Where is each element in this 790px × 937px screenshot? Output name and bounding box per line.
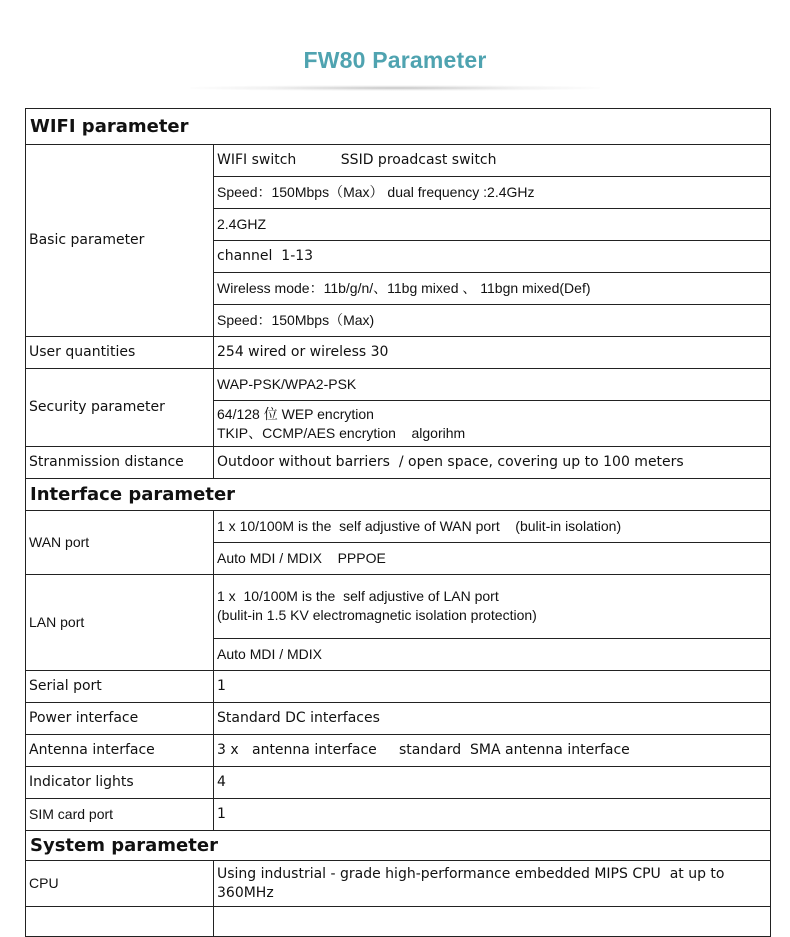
- basic-value-speed-frequency: Speed：150Mbps（Max） dual frequency :2.4GHz: [214, 177, 771, 209]
- user-quantities-value: 254 wired or wireless 30: [214, 337, 771, 369]
- cpu-value: [214, 861, 771, 907]
- row-value-empty: [214, 907, 771, 937]
- table-row: [26, 145, 771, 177]
- row-label-sim-card-port: SIM card port: [26, 799, 214, 831]
- row-label-antenna-interface: Antenna interface: [26, 735, 214, 767]
- row-label-lan-port: LAN port: [26, 575, 214, 671]
- security-value-wpa: WAP-PSK/WPA2-PSK: [214, 369, 771, 401]
- row-label-user-quantities: User quantities: [26, 337, 214, 369]
- table-row: [26, 671, 771, 703]
- wan-value-adjustive: 1 x 10/100M is the self adjustive of WAN port (bulit-in isolation): [214, 511, 771, 543]
- page-title: FW80 Parameter: [303, 47, 487, 73]
- section-heading-system: System parameter: [26, 831, 771, 861]
- table-row: [26, 447, 771, 479]
- basic-value-speed: Speed：150Mbps（Max): [214, 305, 771, 337]
- section-row-interface: [26, 479, 771, 511]
- section-row-wifi: [26, 109, 771, 145]
- table-row: [26, 767, 771, 799]
- title-underline-decoration: [190, 85, 600, 91]
- sim-card-port-value: 1: [214, 799, 771, 831]
- power-interface-value: Standard DC interfaces: [214, 703, 771, 735]
- table-row: [26, 861, 771, 907]
- row-label-empty: [26, 907, 214, 937]
- parameter-table: [25, 108, 771, 937]
- serial-port-value: 1: [214, 671, 771, 703]
- basic-value-band: 2.4GHZ: [214, 209, 771, 241]
- section-heading-interface: Interface parameter: [26, 479, 771, 511]
- cpu-value-line-2: 360MHz: [217, 884, 274, 901]
- table-row: [26, 369, 771, 401]
- basic-value-switch: WIFI switch SSID proadcast switch: [214, 145, 771, 177]
- indicator-lights-value: 4: [214, 767, 771, 799]
- table-row: [26, 575, 771, 639]
- security-value-tkip: TKIP、CCMP/AES encrytion algorihm: [217, 424, 466, 441]
- table-row: [26, 511, 771, 543]
- row-label-transmission-distance: Stranmission distance: [26, 447, 214, 479]
- basic-value-channel: channel 1-13: [214, 241, 771, 273]
- lan-value-adjustive: 1 x 10/100M is the self adjustive of LAN port: [217, 588, 499, 604]
- table-row: [26, 337, 771, 369]
- basic-value-wireless-mode: Wireless mode：11b/g/n/、11bg mixed 、 11bgn mixed(Def): [214, 273, 771, 305]
- row-label-indicator-lights: Indicator lights: [26, 767, 214, 799]
- lan-value-isolation: (bulit-in 1.5 KV electromagnetic isolation protection): [217, 607, 537, 623]
- security-value-encryption: [214, 401, 771, 447]
- security-value-wep: 64/128 位 WEP encrytion: [217, 405, 374, 422]
- wan-value-mdix-pppoe: Auto MDI / MDIX PPPOE: [214, 543, 771, 575]
- row-label-serial-port: Serial port: [26, 671, 214, 703]
- table-row: [26, 735, 771, 767]
- table-row: [26, 907, 771, 937]
- section-row-system: [26, 831, 771, 861]
- section-heading-wifi: WIFI parameter: [26, 109, 771, 145]
- transmission-distance-value: Outdoor without barriers / open space, covering up to 100 meters: [214, 447, 771, 479]
- cpu-value-line-1: Using industrial - grade high-performance embedded MIPS CPU at up to: [217, 865, 725, 882]
- row-label-security-parameter: Security parameter: [26, 369, 214, 447]
- table-row: [26, 703, 771, 735]
- lan-value-mdix: Auto MDI / MDIX: [214, 639, 771, 671]
- row-label-wan-port: WAN port: [26, 511, 214, 575]
- antenna-interface-value: 3 x antenna interface standard SMA antenna interface: [214, 735, 771, 767]
- row-label-power-interface: Power interface: [26, 703, 214, 735]
- row-label-basic-parameter: Basic parameter: [26, 145, 214, 337]
- table-row: [26, 799, 771, 831]
- row-label-cpu: CPU: [26, 861, 214, 907]
- lan-value-description: [214, 575, 771, 639]
